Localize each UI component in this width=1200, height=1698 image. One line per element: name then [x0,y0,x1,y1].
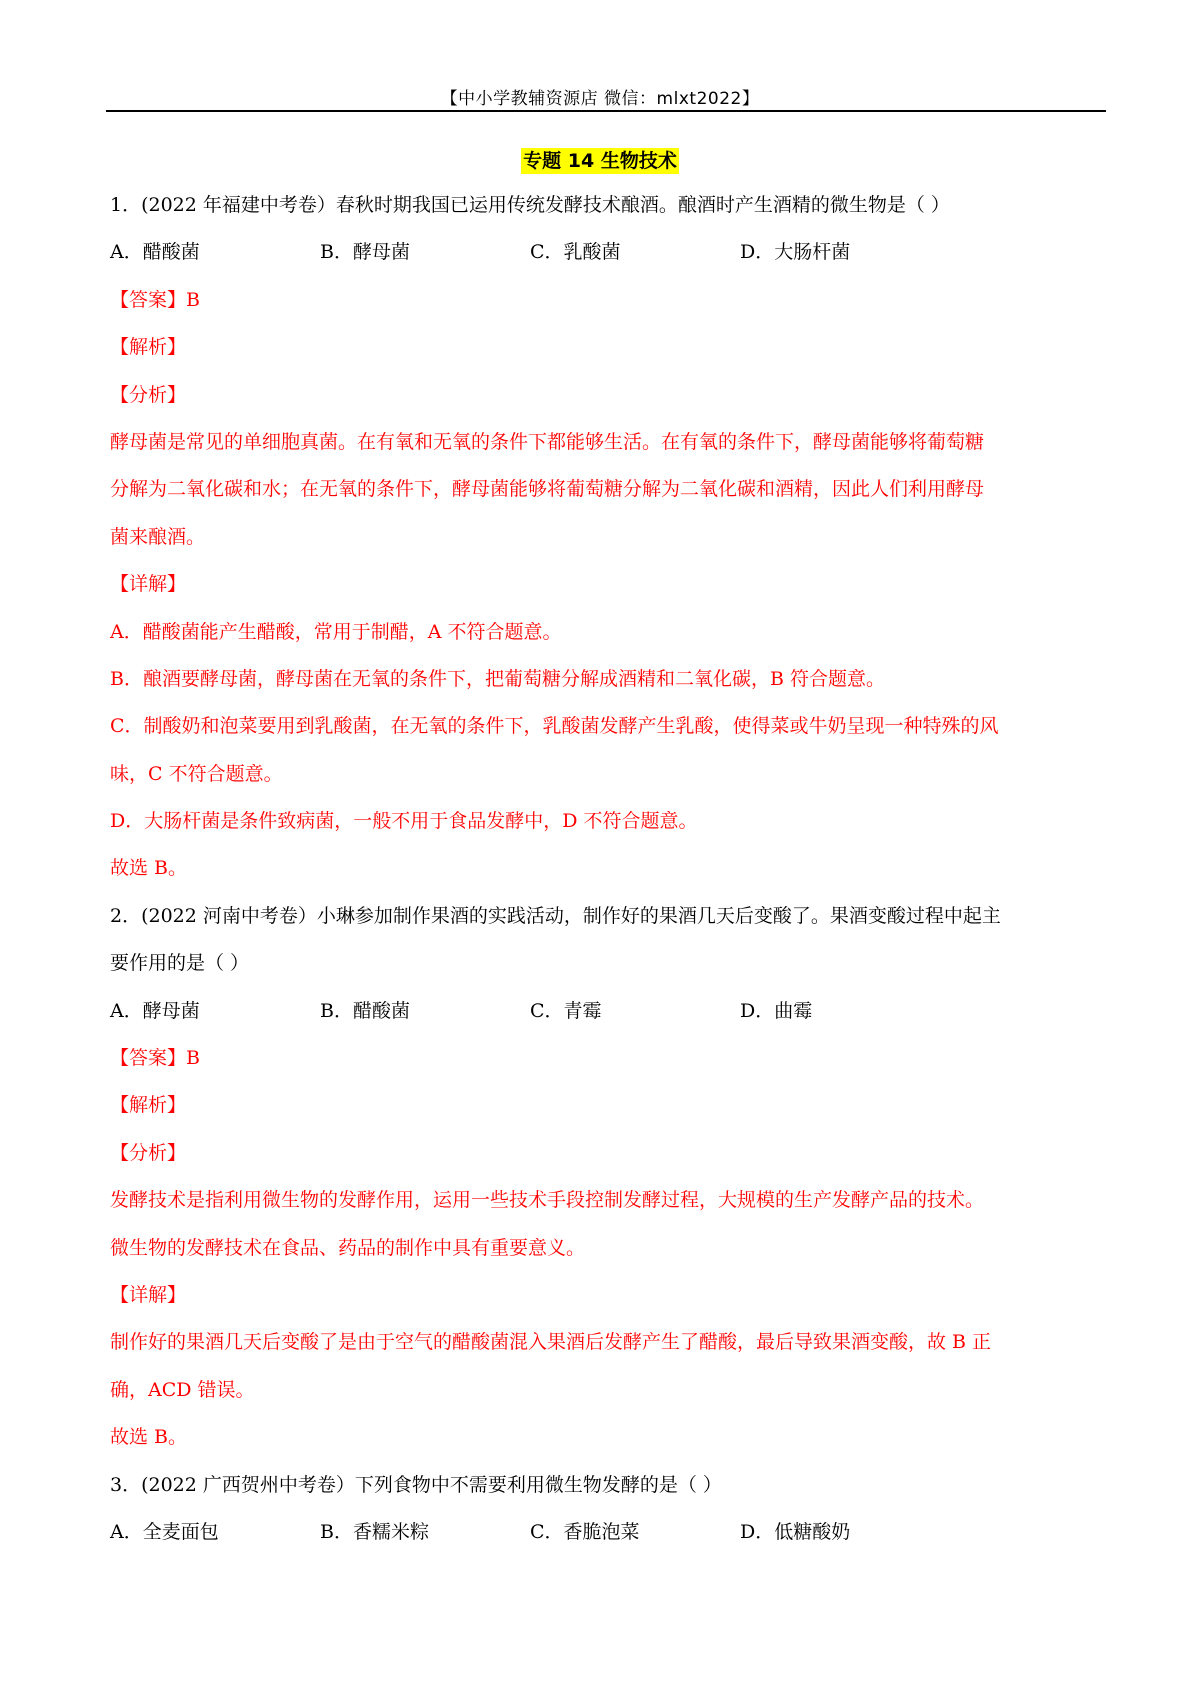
fenxi-label: 【分析】 [110,1141,187,1164]
question-stem: 1．(2022 年福建中考卷）春秋时期我国已运用传统发酵技术酿酒。酿酒时产生酒精的微生物是（ ） [110,194,950,216]
question-1 [110,182,1100,893]
jiexi-label: 【解析】 [110,336,187,359]
question-2 [110,893,1100,1462]
fenxi-text: 酵母菌是常见的单细胞真菌。在有氧和无氧的条件下都能够生活。在有氧的条件下，酵母菌能够将葡萄糖 [110,430,985,453]
option-list [110,1509,1100,1556]
option-c: C．青霉 [530,999,602,1022]
xiangjie-text: 味，C 不符合题意。 [110,762,283,785]
jiexi-label: 【解析】 [110,1094,187,1117]
question-stem: 2．(2022 河南中考卷）小琳参加制作果酒的实践活动，制作好的果酒几天后变酸了。果酒变酸过程中起主 [110,904,1001,927]
option-b: B．酵母菌 [320,241,410,264]
option-list [110,988,1100,1035]
xiangjie-label: 【详解】 [110,1283,187,1306]
xiangjie-text: C．制酸奶和泡菜要用到乳酸菌，在无氧的条件下，乳酸菌发酵产生乳酸，使得菜或牛奶呈现一种特殊的风 [110,715,999,738]
question-stem: 3．(2022 广西贺州中考卷）下列食物中不需要利用微生物发酵的是（ ） [110,1473,722,1496]
option-d: D．曲霉 [740,999,813,1022]
option-d: D．大肠杆菌 [740,241,851,264]
conclusion: 故选 B。 [110,1426,188,1449]
fenxi-text: 分解为二氧化碳和水；在无氧的条件下，酵母菌能够将葡萄糖分解为二氧化碳和酒精，因此人们利用酵母 [110,478,985,501]
document-title: 专题 14 生物技术 [523,150,677,172]
xiangjie-text: A．醋酸菌能产生醋酸，常用于制醋，A 不符合题意。 [110,620,562,643]
option-a: A．酵母菌 [110,999,200,1022]
xiangjie-text: B．酿酒要酵母菌，酵母菌在无氧的条件下，把葡萄糖分解成酒精和二氧化碳，B 符合题意。 [110,667,885,690]
header-divider [106,110,1106,112]
question-stem: 要作用的是（ ） [110,952,250,975]
option-a: A．醋酸菌 [110,241,200,264]
option-b: B．香糯米粽 [320,1520,429,1543]
fenxi-text: 发酵技术是指利用微生物的发酵作用，运用一些技术手段控制发酵过程，大规模的生产发酵产品的技术。 [110,1189,985,1212]
document-body [110,182,1100,1556]
option-a: A．全麦面包 [110,1520,219,1543]
question-3 [110,1462,1100,1557]
option-list [110,229,1100,276]
option-c: C．香脆泡菜 [530,1520,640,1543]
xiangjie-text: 制作好的果酒几天后变酸了是由于空气的醋酸菌混入果酒后发酵产生了醋酸，最后导致果酒变酸，故 B 正 [110,1331,992,1354]
answer-line: 【答案】B [110,288,200,311]
page-header: 【中小学教辅资源店 微信：mlxt2022】 [440,89,760,109]
xiangjie-label: 【详解】 [110,573,187,596]
xiangjie-text: 确，ACD 错误。 [110,1378,255,1401]
xiangjie-text: D．大肠杆菌是条件致病菌，一般不用于食品发酵中，D 不符合题意。 [110,810,698,833]
option-b: B．醋酸菌 [320,999,410,1022]
fenxi-text: 菌来酿酒。 [110,525,206,548]
fenxi-label: 【分析】 [110,383,187,406]
option-d: D．低糖酸奶 [740,1520,851,1543]
option-c: C．乳酸菌 [530,241,621,264]
answer-line: 【答案】B [110,1047,200,1070]
fenxi-text: 微生物的发酵技术在食品、药品的制作中具有重要意义。 [110,1236,586,1259]
conclusion: 故选 B。 [110,857,188,880]
